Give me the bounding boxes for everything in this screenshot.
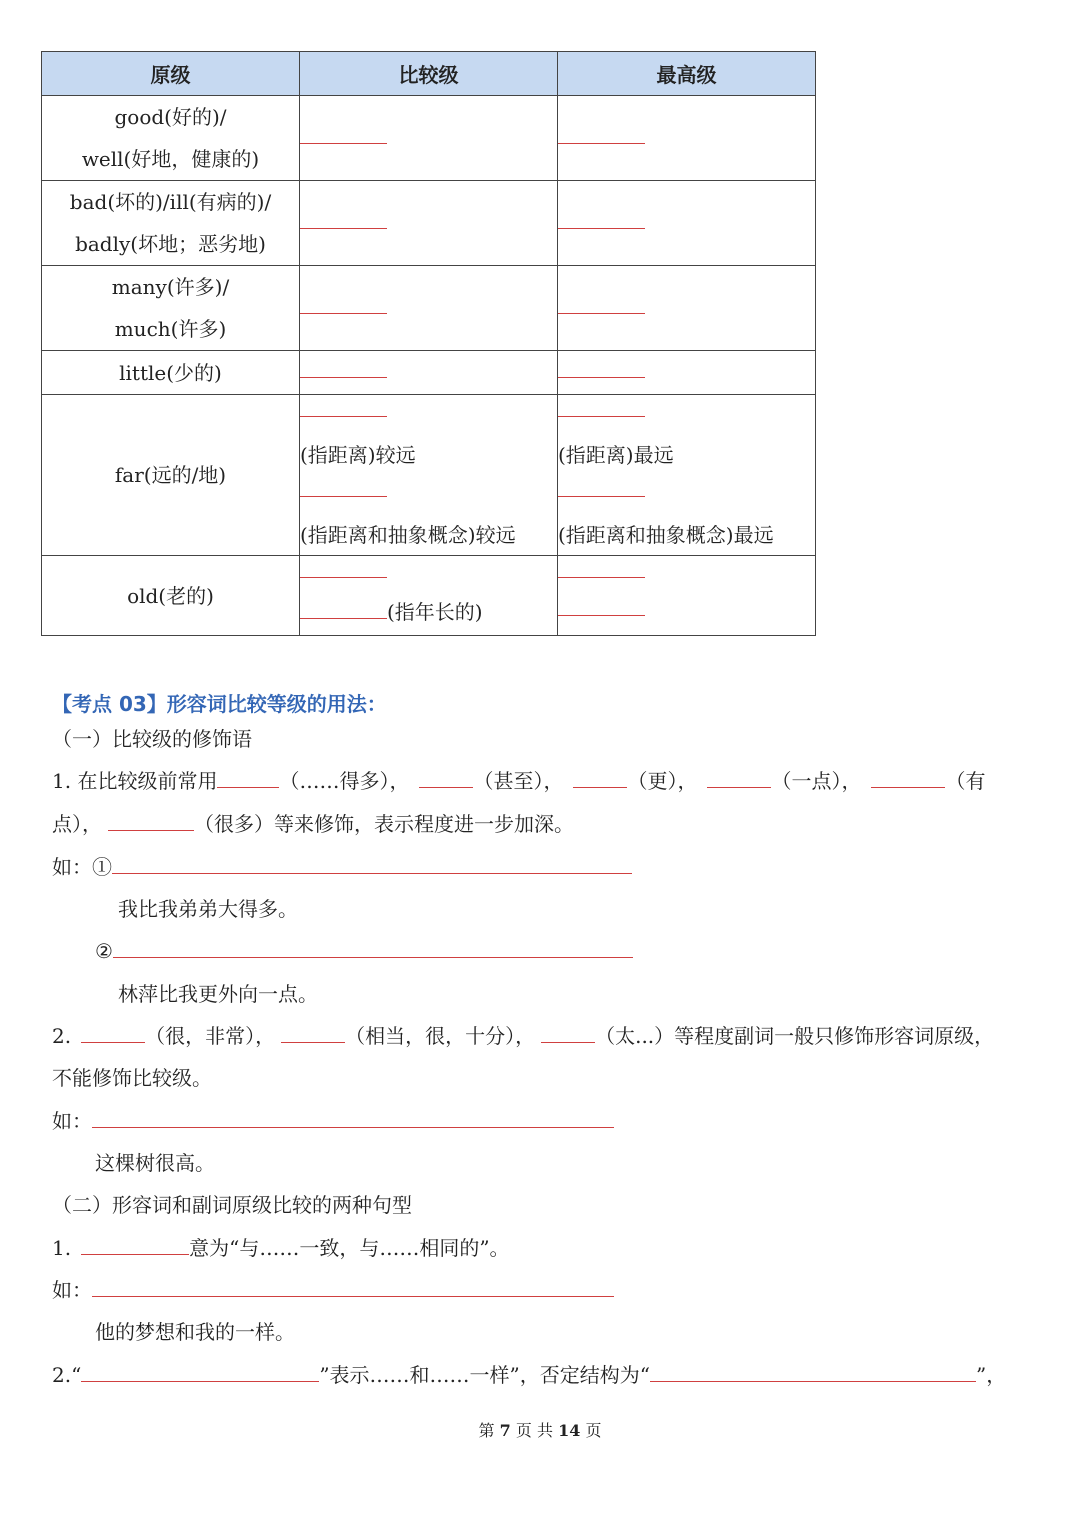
- answer-blank[interactable]: [707, 769, 771, 788]
- cell-note: (指距离)较远: [300, 443, 416, 467]
- answer-blank[interactable]: [300, 495, 387, 497]
- answer-blank[interactable]: [558, 576, 645, 578]
- header-comparative: 比较级: [300, 52, 558, 96]
- paragraph-1-cont: 点）， （很多）等来修饰，表示程度进一步加深。: [52, 812, 574, 836]
- cell-note: (指距离和抽象概念)最远: [558, 523, 774, 547]
- header-superlative: 最高级: [558, 52, 816, 96]
- answer-blank[interactable]: [113, 939, 633, 958]
- subsection-title-2: （二）形容词和副词原级比较的两种句型: [52, 1193, 412, 1217]
- answer-blank[interactable]: [92, 1278, 614, 1297]
- base-form-cell: far(远的/地): [42, 395, 300, 556]
- answer-blank[interactable]: [300, 227, 387, 229]
- answer-blank[interactable]: [300, 617, 387, 619]
- comparative-blank-cell[interactable]: [300, 96, 558, 181]
- answer-blank[interactable]: [558, 614, 645, 616]
- subsection-title: （一）比较级的修饰语: [52, 727, 252, 751]
- answer-blank[interactable]: [108, 812, 194, 831]
- table-header-row: [42, 52, 816, 96]
- pattern-1: 1. 意为“与……一致，与……相同的”。: [52, 1236, 510, 1260]
- base-form-cell: old(老的): [42, 556, 300, 636]
- base-form-cell: bad(坏的)/ill(有病的)/ badly(坏地；恶劣地): [42, 181, 300, 266]
- table-row: [42, 266, 816, 351]
- comparative-blank-cell[interactable]: [300, 181, 558, 266]
- paragraph-2: 2. （很，非常）， （相当，很，十分）， （太...）等程度副词一般只修饰形容词原级，: [52, 1024, 995, 1048]
- cell-note: (指距离和抽象概念)较远: [300, 523, 516, 547]
- answer-blank[interactable]: [300, 576, 387, 578]
- answer-blank[interactable]: [871, 769, 945, 788]
- example-3: 如：: [52, 1107, 614, 1135]
- section-heading: 【考点 03】形容词比较等级的用法：: [52, 692, 387, 716]
- superlative-blank-cell[interactable]: [558, 96, 816, 181]
- paragraph-2-cont: 不能修饰比较级。: [52, 1066, 212, 1090]
- superlative-blank-cell[interactable]: [558, 266, 816, 351]
- answer-blank[interactable]: [81, 1236, 189, 1255]
- answer-blank[interactable]: [650, 1363, 976, 1382]
- answer-blank[interactable]: [558, 142, 645, 144]
- cell-note: (指距离)最远: [558, 443, 674, 467]
- example-3-chinese: 这棵树很高。: [95, 1151, 215, 1175]
- superlative-blank-cell[interactable]: [558, 395, 816, 556]
- example-2: ②: [95, 937, 633, 965]
- comparative-blank-cell[interactable]: [300, 556, 558, 636]
- paragraph-1: 1. 在比较级前常用 （……得多）， （甚至）， （更）， （一点）， （有: [52, 769, 986, 793]
- page-total: 14: [558, 1421, 581, 1440]
- example-4-chinese: 他的梦想和我的一样。: [95, 1320, 295, 1344]
- example-4: 如：: [52, 1276, 614, 1304]
- answer-blank[interactable]: [300, 312, 387, 314]
- superlative-blank-cell[interactable]: [558, 181, 816, 266]
- comparative-blank-cell[interactable]: [300, 351, 558, 395]
- comparative-blank-cell[interactable]: [300, 395, 558, 556]
- table-row: [42, 351, 816, 395]
- table-row: [42, 96, 816, 181]
- header-positive: 原级: [42, 52, 300, 96]
- page-number: 7: [499, 1421, 511, 1440]
- example-1: 如：①: [52, 853, 632, 881]
- example-1-chinese: 我比我弟弟大得多。: [118, 897, 298, 921]
- answer-blank[interactable]: [558, 495, 645, 497]
- answer-blank[interactable]: [300, 376, 387, 378]
- pattern-2: 2.“ ”表示……和……一样”，否定结构为“ ”，: [52, 1363, 1007, 1387]
- answer-blank[interactable]: [281, 1024, 345, 1043]
- page-footer: 第 7 页 共 14 页: [478, 1421, 602, 1440]
- table-row: [42, 395, 816, 556]
- answer-blank[interactable]: [558, 312, 645, 314]
- table-row: [42, 181, 816, 266]
- adjective-degree-table: [41, 51, 816, 636]
- cell-note: (指年长的): [387, 599, 483, 624]
- example-2-chinese: 林萍比我更外向一点。: [118, 982, 318, 1006]
- superlative-blank-cell[interactable]: [558, 556, 816, 636]
- base-form-cell: many(许多)/ much(许多): [42, 266, 300, 351]
- table-row: [42, 556, 816, 636]
- answer-blank[interactable]: [573, 769, 627, 788]
- answer-blank[interactable]: [419, 769, 473, 788]
- base-form-cell: good(好的)/ well(好地，健康的): [42, 96, 300, 181]
- superlative-blank-cell[interactable]: [558, 351, 816, 395]
- answer-blank[interactable]: [558, 227, 645, 229]
- base-form-cell: little(少的): [42, 351, 300, 395]
- answer-blank[interactable]: [81, 1363, 319, 1382]
- answer-blank[interactable]: [112, 855, 632, 874]
- answer-blank[interactable]: [81, 1024, 145, 1043]
- answer-blank[interactable]: [92, 1109, 614, 1128]
- answer-blank[interactable]: [558, 376, 645, 378]
- answer-blank[interactable]: [217, 769, 279, 788]
- answer-blank[interactable]: [558, 415, 645, 417]
- answer-blank[interactable]: [300, 415, 387, 417]
- comparative-blank-cell[interactable]: [300, 266, 558, 351]
- answer-blank[interactable]: [300, 142, 387, 144]
- answer-blank[interactable]: [541, 1024, 595, 1043]
